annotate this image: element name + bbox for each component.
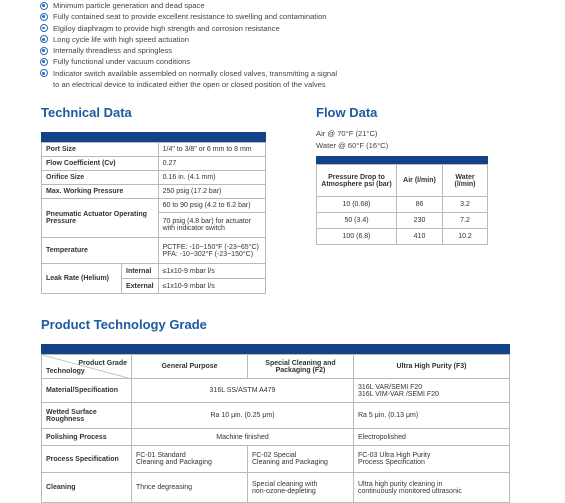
- feature-item: [40, 68, 540, 79]
- bullet-icon: [40, 35, 48, 43]
- table-cell: 50 (3.4): [317, 213, 397, 229]
- flow-data-table: [316, 164, 488, 245]
- row-value: 1/4" to 3/8" or 6 mm to 8 mm: [158, 143, 265, 157]
- table-row: [42, 199, 266, 213]
- technical-data-heading: Technical Data: [41, 105, 132, 120]
- corner-top-label: Product Grade: [78, 360, 127, 367]
- technical-data-table: [41, 142, 266, 294]
- grade-table: [41, 354, 510, 503]
- feature-text: Fully contained seat to provide excellent resistance to swelling and contamination: [53, 12, 327, 22]
- row-label: Port Size: [42, 143, 159, 157]
- table-cell: 10 (0.68): [317, 197, 397, 213]
- feature-text: Internally threadless and springless: [53, 46, 173, 56]
- leak-label: Leak Rate (Helium): [42, 264, 122, 294]
- feature-text: to an electrical device to indicated either the open or closed position of the valves: [53, 80, 326, 90]
- feature-text: Elgiloy diaphragm to provide high strength and corrosion resistance: [53, 23, 280, 33]
- table-row: [42, 171, 266, 185]
- grade-heading: Product Technology Grade: [41, 317, 207, 332]
- feature-item: [40, 0, 540, 11]
- temperature-label: Temperature: [42, 238, 159, 264]
- table-row: [42, 446, 510, 473]
- feature-list: [40, 0, 540, 90]
- table-cell: 230: [397, 213, 443, 229]
- feature-item: [40, 23, 540, 34]
- table-cell: FC-01 Standard Cleaning and Packaging: [132, 446, 248, 473]
- feature-text: Minimum particle generation and dead space: [53, 1, 205, 10]
- feature-item: [40, 11, 540, 22]
- bullet-icon: [40, 58, 48, 66]
- table-row: [42, 473, 510, 503]
- table-header-row: [317, 165, 488, 197]
- row-label: Process Specification: [42, 446, 132, 473]
- row-value: 60 to 90 psig (4.2 to 6.2 bar): [158, 199, 265, 213]
- table-cell: FC-03 Ultra High Purity Process Specification: [354, 446, 510, 473]
- row-value: 250 psig (17.2 bar): [158, 185, 265, 199]
- table-row: [42, 264, 266, 279]
- leak-sub-label: Internal: [122, 264, 159, 279]
- table-header-row: [42, 355, 510, 379]
- column-header: Pressure Drop to Atmosphere psi (bar): [317, 165, 397, 197]
- row-label: Wetted Surface Roughness: [42, 403, 132, 429]
- table-row: [42, 379, 510, 403]
- bullet-icon: [40, 13, 48, 21]
- bullet-icon: [40, 24, 48, 32]
- flow-data-heading: Flow Data: [316, 105, 378, 120]
- feature-text: Long cycle life with high speed actuation: [53, 34, 189, 44]
- feature-text: Indicator switch available assembled on normally closed valves, transmitting a signal: [53, 68, 338, 78]
- table-cell: Special cleaning with non-ozone-depleting: [248, 473, 354, 503]
- table-cell: 3.2: [443, 197, 488, 213]
- table-row: [317, 197, 488, 213]
- bullet-icon: [40, 47, 48, 55]
- row-label: Material/Specification: [42, 379, 132, 403]
- column-header: Air (l/min): [397, 165, 443, 197]
- table-row: [42, 429, 510, 446]
- feature-item: [40, 34, 540, 45]
- table-cell: Electropolished: [354, 429, 510, 446]
- bullet-icon: [40, 2, 48, 10]
- table-row: [42, 157, 266, 171]
- table-cell: 10.2: [443, 229, 488, 245]
- row-value: ≤1x10-9 mbar l/s: [158, 264, 265, 279]
- table-row: [42, 238, 266, 264]
- table-cell: Machine finished: [132, 429, 354, 446]
- row-label: Polishing Process: [42, 429, 132, 446]
- table-cell: 316L SS/ASTM A479: [132, 379, 354, 403]
- table-cell: FC-02 Special Cleaning and Packaging: [248, 446, 354, 473]
- leak-sub-label: External: [122, 279, 159, 294]
- table-cell: Thrice degreasing: [132, 473, 248, 503]
- row-label: Flow Coefficient (Cv): [42, 157, 159, 171]
- table-cell: 410: [397, 229, 443, 245]
- feature-item: [40, 56, 540, 67]
- technical-header-bar: [41, 132, 266, 142]
- column-header-uhp: Ultra High Purity (F3): [354, 355, 510, 379]
- table-row: [317, 213, 488, 229]
- table-cell: 86: [397, 197, 443, 213]
- corner-header: [42, 355, 132, 379]
- bullet-icon: [40, 69, 48, 77]
- row-value: 0.16 in. (4.1 mm): [158, 171, 265, 185]
- row-value: 70 psig (4.8 bar) for actuator with indicator switch: [158, 213, 265, 238]
- temperature-pctfe: PCTFE: -10~150°F (-23~65°C): [162, 243, 259, 251]
- feature-item: [40, 45, 540, 56]
- water-note: Water @ 60°F (16°C): [316, 141, 389, 150]
- table-row: [42, 185, 266, 199]
- table-cell: Ultra high purity cleaning in continuously monitored ultrasonic: [354, 473, 510, 503]
- table-cell: Ra 5 μin. (0.13 μm): [354, 403, 510, 429]
- table-cell: 7.2: [443, 213, 488, 229]
- table-cell: 100 (6.8): [317, 229, 397, 245]
- row-value: [158, 238, 265, 264]
- air-note: Air @ 70°F (21°C): [316, 129, 378, 138]
- column-header: Water (l/min): [443, 165, 488, 197]
- row-label: Orifice Size: [42, 171, 159, 185]
- temperature-pfa: PFA: -10~302°F (-23~150°C): [162, 250, 254, 258]
- feature-item-continued: [40, 79, 540, 90]
- corner-bottom-label: Technology: [46, 368, 85, 375]
- flow-header-bar: [316, 156, 488, 164]
- row-value: 0.27: [158, 157, 265, 171]
- table-row: [42, 403, 510, 429]
- table-row: [42, 143, 266, 157]
- feature-text: Fully functional under vacuum conditions: [53, 57, 191, 67]
- column-header-general: General Purpose: [132, 355, 248, 379]
- row-label: Max. Working Pressure: [42, 185, 159, 199]
- grade-header-bar: [41, 344, 510, 354]
- table-cell: Ra 10 μin. (0.25 μm): [132, 403, 354, 429]
- table-row: [317, 229, 488, 245]
- row-value: ≤1x10-9 mbar l/s: [158, 279, 265, 294]
- table-cell: 316L VAR/SEMI F20 316L VIM-VAR /SEMI F20: [354, 379, 510, 403]
- pneumatic-label: Pneumatic Actuator Operating Pressure: [42, 199, 159, 238]
- column-header-special: Special Cleaning and Packaging (F2): [248, 355, 354, 379]
- row-label: Cleaning: [42, 473, 132, 503]
